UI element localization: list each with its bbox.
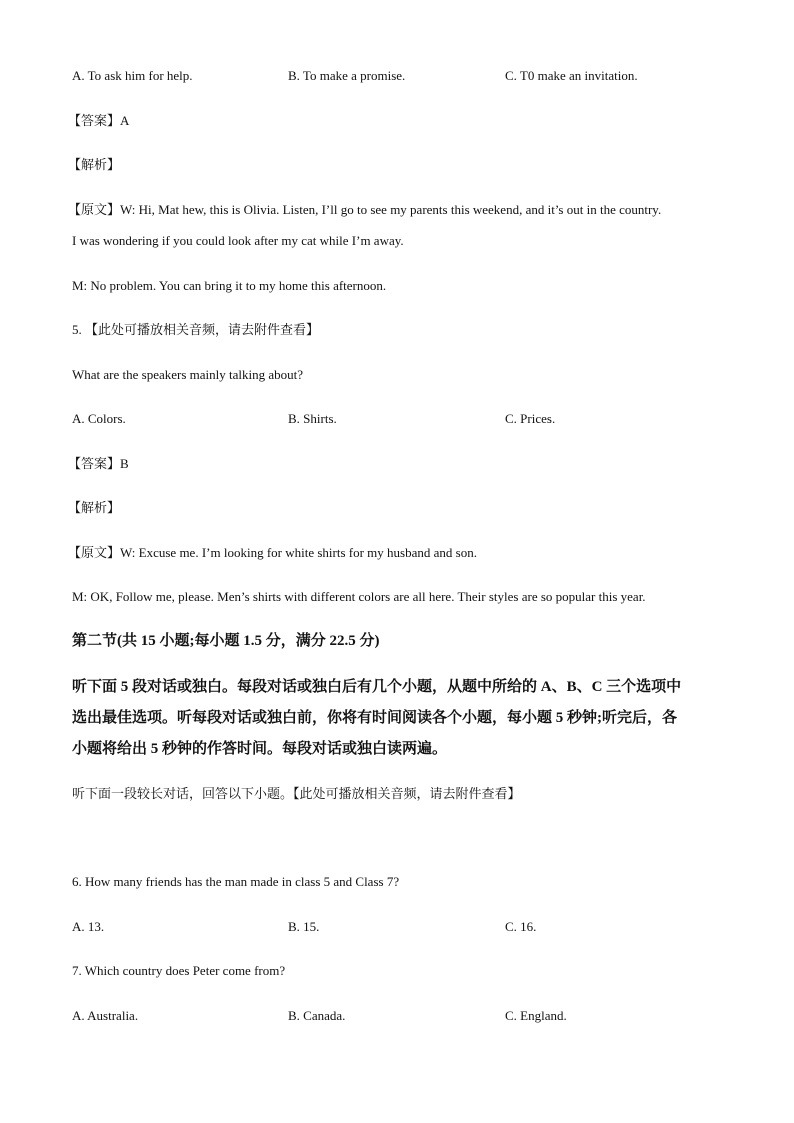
q7-option-b: B. Canada. [288,1008,346,1023]
q5-number-audio-note: 5. 【此处可播放相关音频，请去附件查看】 [72,322,320,337]
q4-answer: 【答案】A [68,113,130,128]
q4-transcript-line-1: 【原文】W: Hi, Mat hew, this is Olivia. Listen, I’ll go to see my parents this weekend, and it’s out in the country. [68,202,662,217]
q5-option-c: C. Prices. [505,411,556,426]
q6-option-c: C. 16. [505,919,537,934]
section2-instructions-line-3: 小题将给出 5 秒钟的作答时间。每段对话或独白读两遍。 [72,741,448,757]
q5-question: What are the speakers mainly talking about? [72,367,304,382]
q6-question: 6. How many friends has the man made in class 5 and Class 7? [72,874,400,889]
q4-option-c: C. T0 make an invitation. [505,68,638,83]
section2-instructions-line-2: 选出最佳选项。听每段对话或独白前，你将有时间阅读各个小题，每小题 5 秒钟;听完后，各 [72,710,677,726]
q7-question: 7. Which country does Peter come from? [72,963,286,978]
section2-audio-note: 听下面一段较长对话，回答以下小题。【此处可播放相关音频，请去附件查看】 [72,786,521,801]
q6-option-a: A. 13. [72,919,105,934]
q7-option-c: C. England. [505,1008,567,1023]
section2-instructions-line-1: 听下面 5 段对话或独白。每段对话或独白后有几个小题，从题中所给的 A、B、C 三个选项中 [72,679,682,695]
q5-answer: 【答案】B [68,456,129,471]
q5-analysis-label: 【解析】 [68,500,121,515]
q4-option-a: A. To ask him for help. [72,68,193,83]
q5-transcript-line-1: 【原文】W: Excuse me. I’m looking for white shirts for my husband and son. [68,545,477,560]
q5-option-b: B. Shirts. [288,411,337,426]
q4-transcript-line-3: M: No problem. You can bring it to my home this afternoon. [72,278,387,293]
q7-option-a: A. Australia. [72,1008,139,1023]
q4-analysis-label: 【解析】 [68,157,121,172]
q5-option-a: A. Colors. [72,411,126,426]
section2-heading: 第二节(共 15 小题;每小题 1.5 分，满分 22.5 分) [72,633,380,649]
q5-transcript-line-2: M: OK, Follow me, please. Men’s shirts with different colors are all here. Their styles are so popular this year. [72,589,646,604]
q4-option-b: B. To make a promise. [288,68,406,83]
q6-option-b: B. 15. [288,919,320,934]
q4-transcript-line-2: I was wondering if you could look after my cat while I’m away. [72,233,404,248]
